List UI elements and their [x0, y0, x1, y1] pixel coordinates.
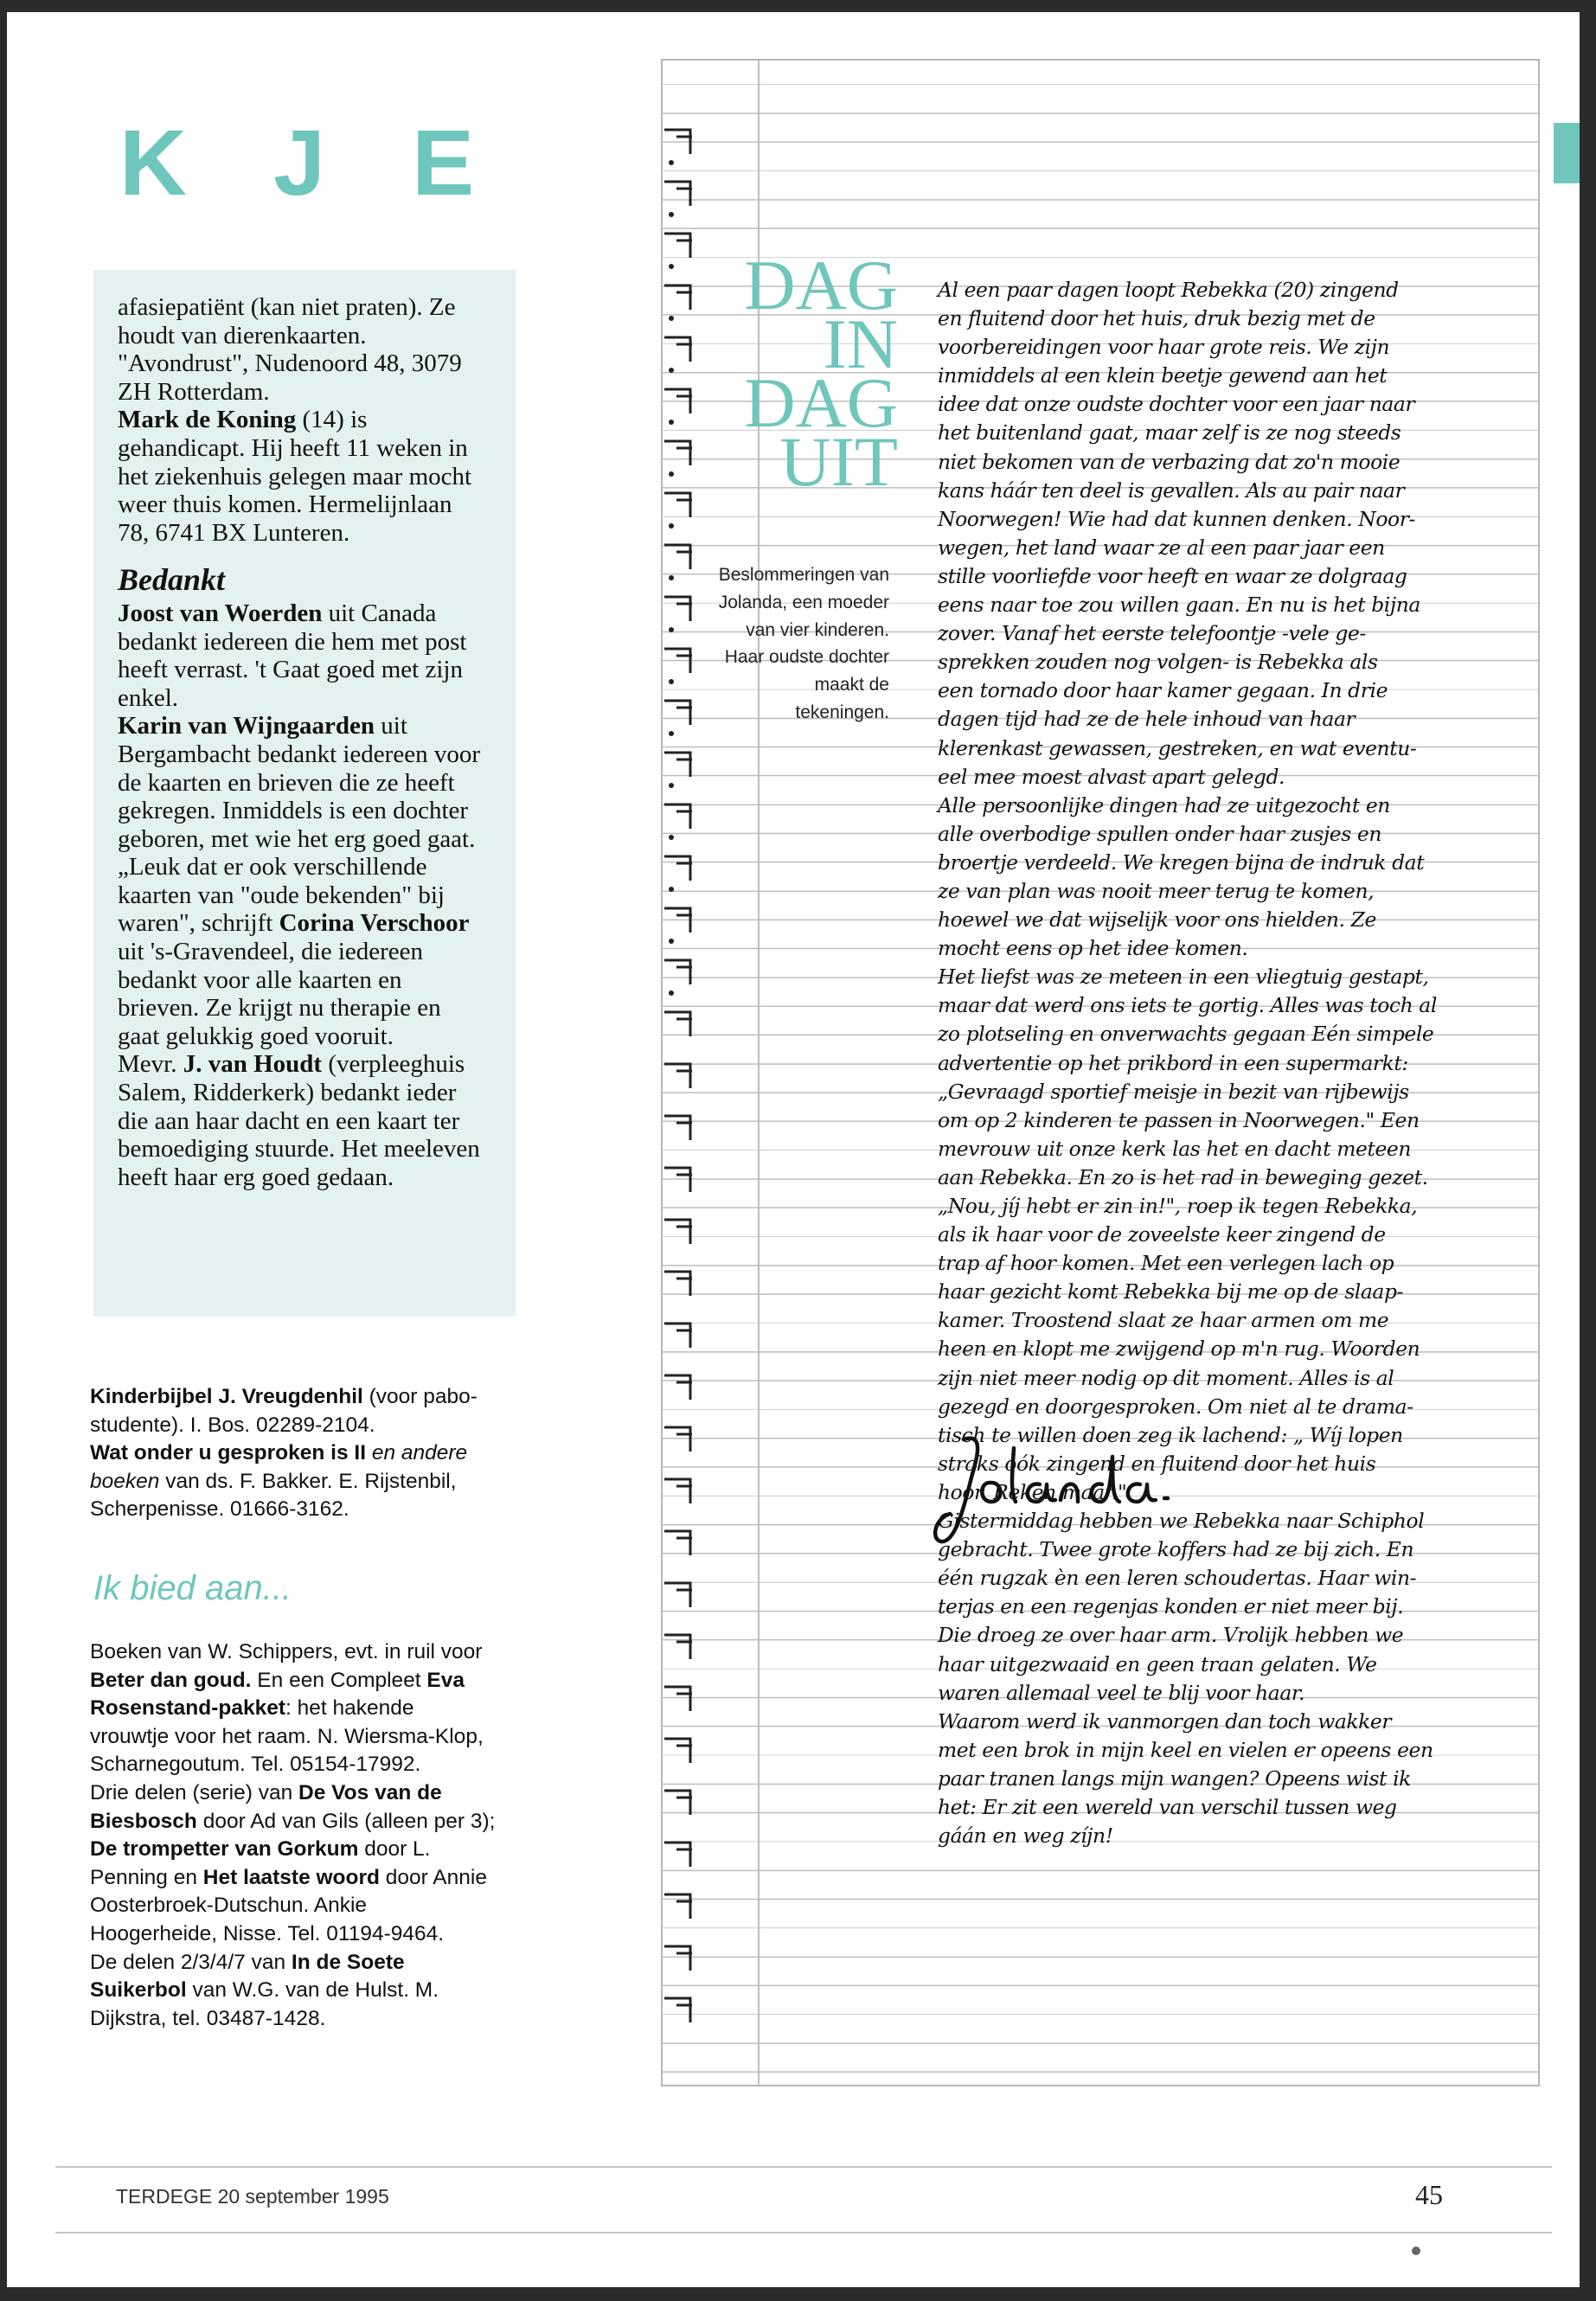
ad-item: Drie delen (serie) van De Vos van de Biesbosch door Ad van Gils (alleen per 3); De trompetter van Gorkum door L. Penning en Het laatste woord door Annie Oosterbroek-Dutschun. Ankie Hoogerheide, Nisse. Tel. 01194-9464. [90, 1780, 496, 1945]
spiral-binding-icon [659, 1055, 720, 2033]
magazine-page [7, 12, 1580, 2287]
paragraph: Karin van Wijngaarden uit Bergambacht bedankt iedereen voor de kaarten en brieven die ze heeft gekregen. Inmiddels is een dochter geboren, met wie het erg goed gaat. [118, 712, 480, 853]
ad-item: Kinderbijbel J. Vreugdenhil (voor pabo-studente). I. Bos. 02289-2104. [90, 1385, 478, 1437]
ad-item: De delen 2/3/4/7 van In de Soete Suikerbol van W.G. van de Hulst. M. Dijkstra, tel. 03487-1428. [90, 1950, 439, 2030]
title-line: UIT [779, 422, 898, 501]
ik-bied-heading: Ik bied aan... [93, 1569, 292, 1607]
scan-mark [1412, 2247, 1420, 2255]
footer-rule [55, 2232, 1552, 2234]
spiral-binding-icon [659, 121, 720, 1055]
masthead-letter: E [412, 110, 475, 215]
footer-rule [55, 2166, 1552, 2168]
section-heading: Bedankt [118, 562, 226, 598]
letter-body: Al een paar dagen loopt Rebekka (20) zingend en fluitend door het huis, druk bezig met de voorbereidingen voor haar grote reis. We zijn inmiddels al een klein beetje gewend aan het idee dat onze oudste dochter voor een jaar naar het buitenland gaat, maar zelf is ze nog steeds niet bekomen van de verbazing dat zo'n mooie kans háár ten deel is gevallen. Als au pair naar Noorwegen! Wie had dat kunnen denken. Noor- wegen, het land waar ze al een paar jaar een stille voorliefde voor heeft en waar ze dolgraag eens naar toe zou willen gaan. En nu is het bijna zover. Vanaf het eerste telefoontje -vele ge- sprekken zouden nog volgen- is Rebekka als een tornado door haar kamer gegaan. In drie dagen tijd had ze de hele inhoud van haar klerenkast gewassen, gestreken, en wat eventu- eel mee moest alvast apart gelegd. Alle persoonlijke dingen had ze uitgezocht en alle overbodige spullen onder haar zusjes en broertje verdeeld. We kregen bijna de indruk dat ze van plan was nooit meer terug te komen, hoewel we dat wijselijk voor ons hielden. Ze mocht eens op het idee komen. Het liefst was ze meteen in een vliegtuig gestapt, maar dat werd ons iets te gortig. Alles was toch al zo plotseling en onverwachts gegaan Eén simpele advertentie op het prikbord in een supermarkt: „Gevraagd sportief meisje in bezit van rijbewijs om op 2 kinderen te passen in Noorwegen." Een mevrouw uit onze kerk las het en dacht meteen aan Rebekka. En zo is het rad in beweging gezet. „Nou, jíj hebt er zin in!", roep ik tegen Rebekka, als ik haar voor de zoveelste keer zingend de trap af hoor komen. Met een verlegen lach op haar gezicht komt Rebekka bij me op de slaap- kamer. Troostend slaat ze haar armen om me heen en klopt me zwijgend op m'n rug. Woorden zijn niet meer nodig op dit moment. Alles is al gezegd en doorgesproken. Om niet al te drama- tisch te willen doen zeg ik lachend: „ Wíj lopen straks óók zingend en fluitend door het huis hoor. Reken maar." Gistermiddag hebben we Rebekka naar Schiphol gebracht. Twee grote koffers had ze bij zich. En één rugzak èn een leren schoudertas. Haar win- terjas en een regenjas konden er niet meer bij. Die droeg ze over haar arm. Vrolijk hebben we haar uitgezwaaid en geen traan gelaten. We waren allemaal veel te blij voor haar. Waarom werd ik vanmorgen dan toch wakker met een brok in mijn keel en vielen er opeens een paar tranen langs mijn wangen? Opeens wist ik het: Er zit een wereld van verschil tussen weg gáán en weg zíjn! [938, 278, 1437, 1849]
signature [929, 1422, 1223, 1561]
publication-info: TERDEGE 20 september 1995 [116, 2185, 389, 2208]
masthead-letters [119, 110, 569, 215]
masthead-letter: K [119, 110, 187, 215]
feature-title [740, 246, 898, 501]
paragraph: Mevr. J. van Houdt (verpleeghuis Salem, Ridderkerk) bedankt ieder die aan haar dacht en een kaart ter bemoediging stuurde. Het meeleven heeft haar erg goed gedaan. [118, 1050, 480, 1191]
paragraph: Joost van Woerden uit Canada bedankt iedereen die hem met post heeft verrast. 't Gaat goed met zijn enkel. [118, 599, 467, 712]
paragraph: afasiepatiënt (kan niet praten). Ze houdt van dierenkaarten. "Avondrust", Nudenoord 48, 3079 ZH Rotterdam. [118, 293, 462, 406]
ads-offers [90, 1638, 497, 2033]
title-line: IN [823, 304, 898, 383]
paragraph: Mark de Koning (14) is gehandicapt. Hij heeft 11 weken in het ziekenhuis gelegen maar mocht weer thuis komen. Hermelijnlaan 78, 6741 BX Lunteren. [118, 406, 472, 547]
page-number: 45 [1415, 2179, 1443, 2210]
paragraph: „Leuk dat er ook verschillende kaarten van "oude bekenden" bij waren", schrijft Corina Verschoor uit 's-Gravendeel, die iedereen bedankt voor alle kaarten en brieven. Ze krijgt nu therapie en gaat gelukkig goed vooruit. [118, 853, 470, 1050]
masthead-letter: J [273, 110, 326, 215]
title-line: DAG [744, 363, 898, 442]
ad-item: Wat onder u gesproken is II en andere boeken van ds. F. Bakker. E. Rijstenbil, Scherpenisse. 01666-3162. [90, 1441, 468, 1522]
ad-item: Boeken van W. Schippers, evt. in ruil voor Beter dan goud. En een Compleet Eva Rosenstand-pakket: het hakende vrouwtje voor het raam. N. Wiersma-Klop, Scharnegoutum. Tel. 05154-17992. [90, 1640, 484, 1777]
title-line: DAG [744, 246, 898, 324]
color-tab [1554, 123, 1580, 183]
ads-top [90, 1383, 497, 1524]
left-column [118, 293, 481, 1191]
feature-caption: Beslommeringen van Jolanda, een moeder van vier kinderen. Haar oudste dochter maakt de tekeningen. [718, 565, 889, 722]
